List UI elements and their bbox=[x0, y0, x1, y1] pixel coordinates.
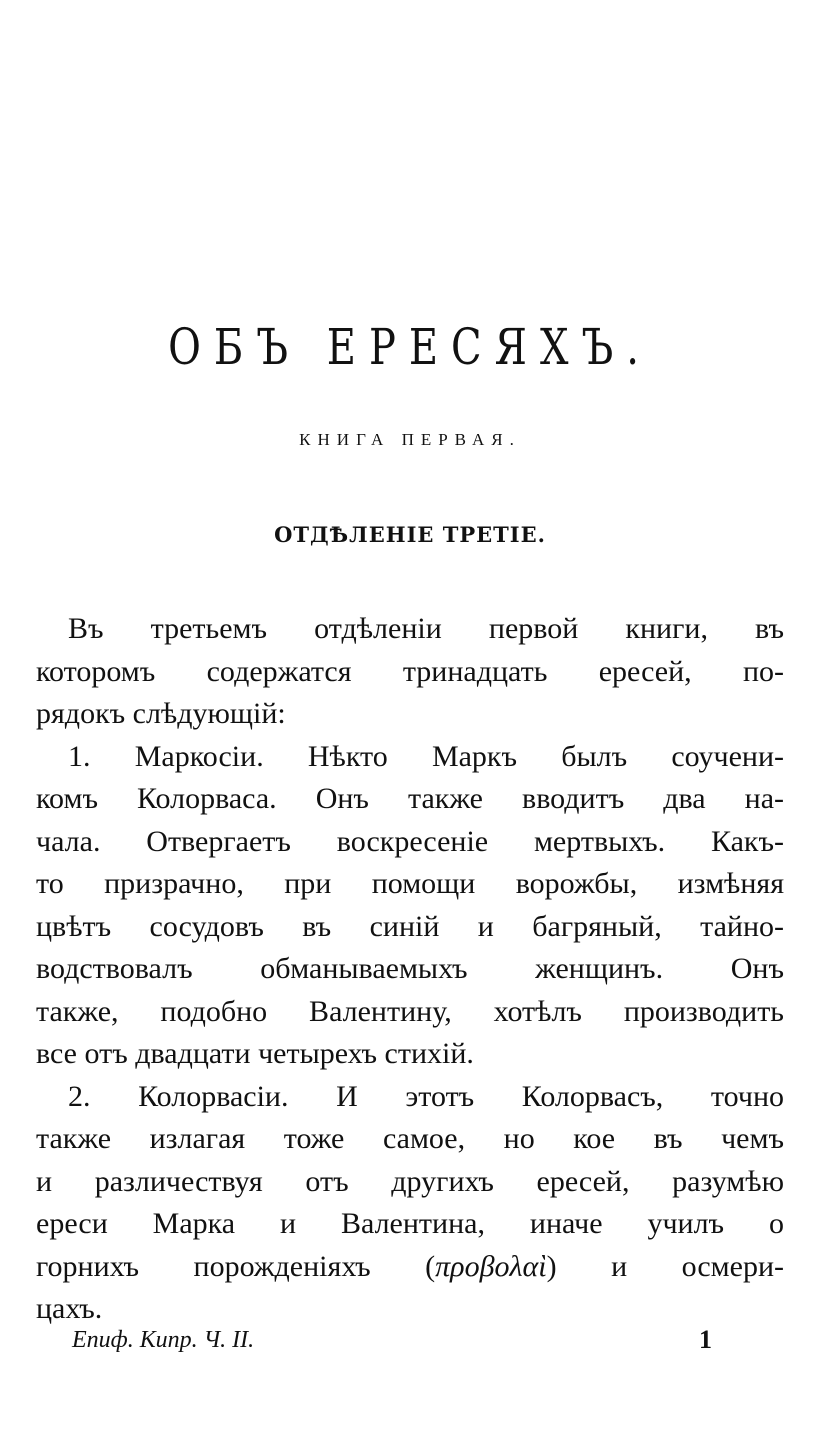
greek-term: προβολαὶ bbox=[435, 1249, 547, 1283]
page-title: ОБЪ ЕРЕСЯХЪ. bbox=[168, 318, 652, 377]
text-line-before-greek: горнихъ порожденіяхъ ( bbox=[36, 1249, 436, 1283]
text-line: 2. Колорвасіи. И этотъ Колорвасъ, точно bbox=[68, 1079, 784, 1113]
text-line: чала. Отвергаетъ воскресеніе мертвыхъ. Какъ- bbox=[36, 824, 784, 858]
text-line: комъ Колорваса. Онъ также вводитъ два на- bbox=[36, 782, 784, 815]
text-line: то призрачно, при помощи ворожбы, измѣняя bbox=[36, 867, 784, 900]
page-footer bbox=[72, 1322, 712, 1358]
text-line: и различествуя отъ другихъ ересей, разумѣю bbox=[36, 1164, 784, 1198]
text-line: также излагая тоже самое, но кое въ чемъ bbox=[36, 1122, 784, 1155]
section-heading: ОТДѢЛЕНІЕ ТРЕТІЕ. bbox=[274, 522, 546, 547]
text-line bbox=[36, 1246, 784, 1289]
text-line: рядокъ слѣдующій: bbox=[36, 697, 286, 730]
text-line: также, подобно Валентину, хотѣлъ производить bbox=[36, 994, 784, 1028]
text-line: цахъ. bbox=[36, 1292, 103, 1325]
book-subtitle: КНИГА ПЕРВАЯ. bbox=[299, 430, 521, 449]
text-line: ереси Марка и Валентина, иначе училъ о bbox=[36, 1207, 784, 1240]
text-line: водствовалъ обманываемыхъ женщинъ. Онъ bbox=[36, 952, 784, 985]
body-text bbox=[36, 608, 784, 1331]
text-line: все отъ двадцати четырехъ стихій. bbox=[36, 1037, 474, 1070]
text-line: цвѣтъ сосудовъ въ синій и багряный, тайно- bbox=[36, 909, 784, 943]
text-line-after-greek: ) и осмери- bbox=[546, 1249, 785, 1283]
footer-signature: Епиф. Кипр. Ч. II. bbox=[72, 1327, 255, 1353]
text-line: Въ третьемъ отдѣленіи первой книги, въ bbox=[68, 612, 784, 645]
text-line: которомъ содержатся тринадцать ересей, по- bbox=[36, 654, 784, 688]
text-line: 1. Маркосіи. Нѣкто Маркъ былъ соучени- bbox=[68, 739, 784, 773]
page-number: 1 bbox=[699, 1325, 712, 1354]
